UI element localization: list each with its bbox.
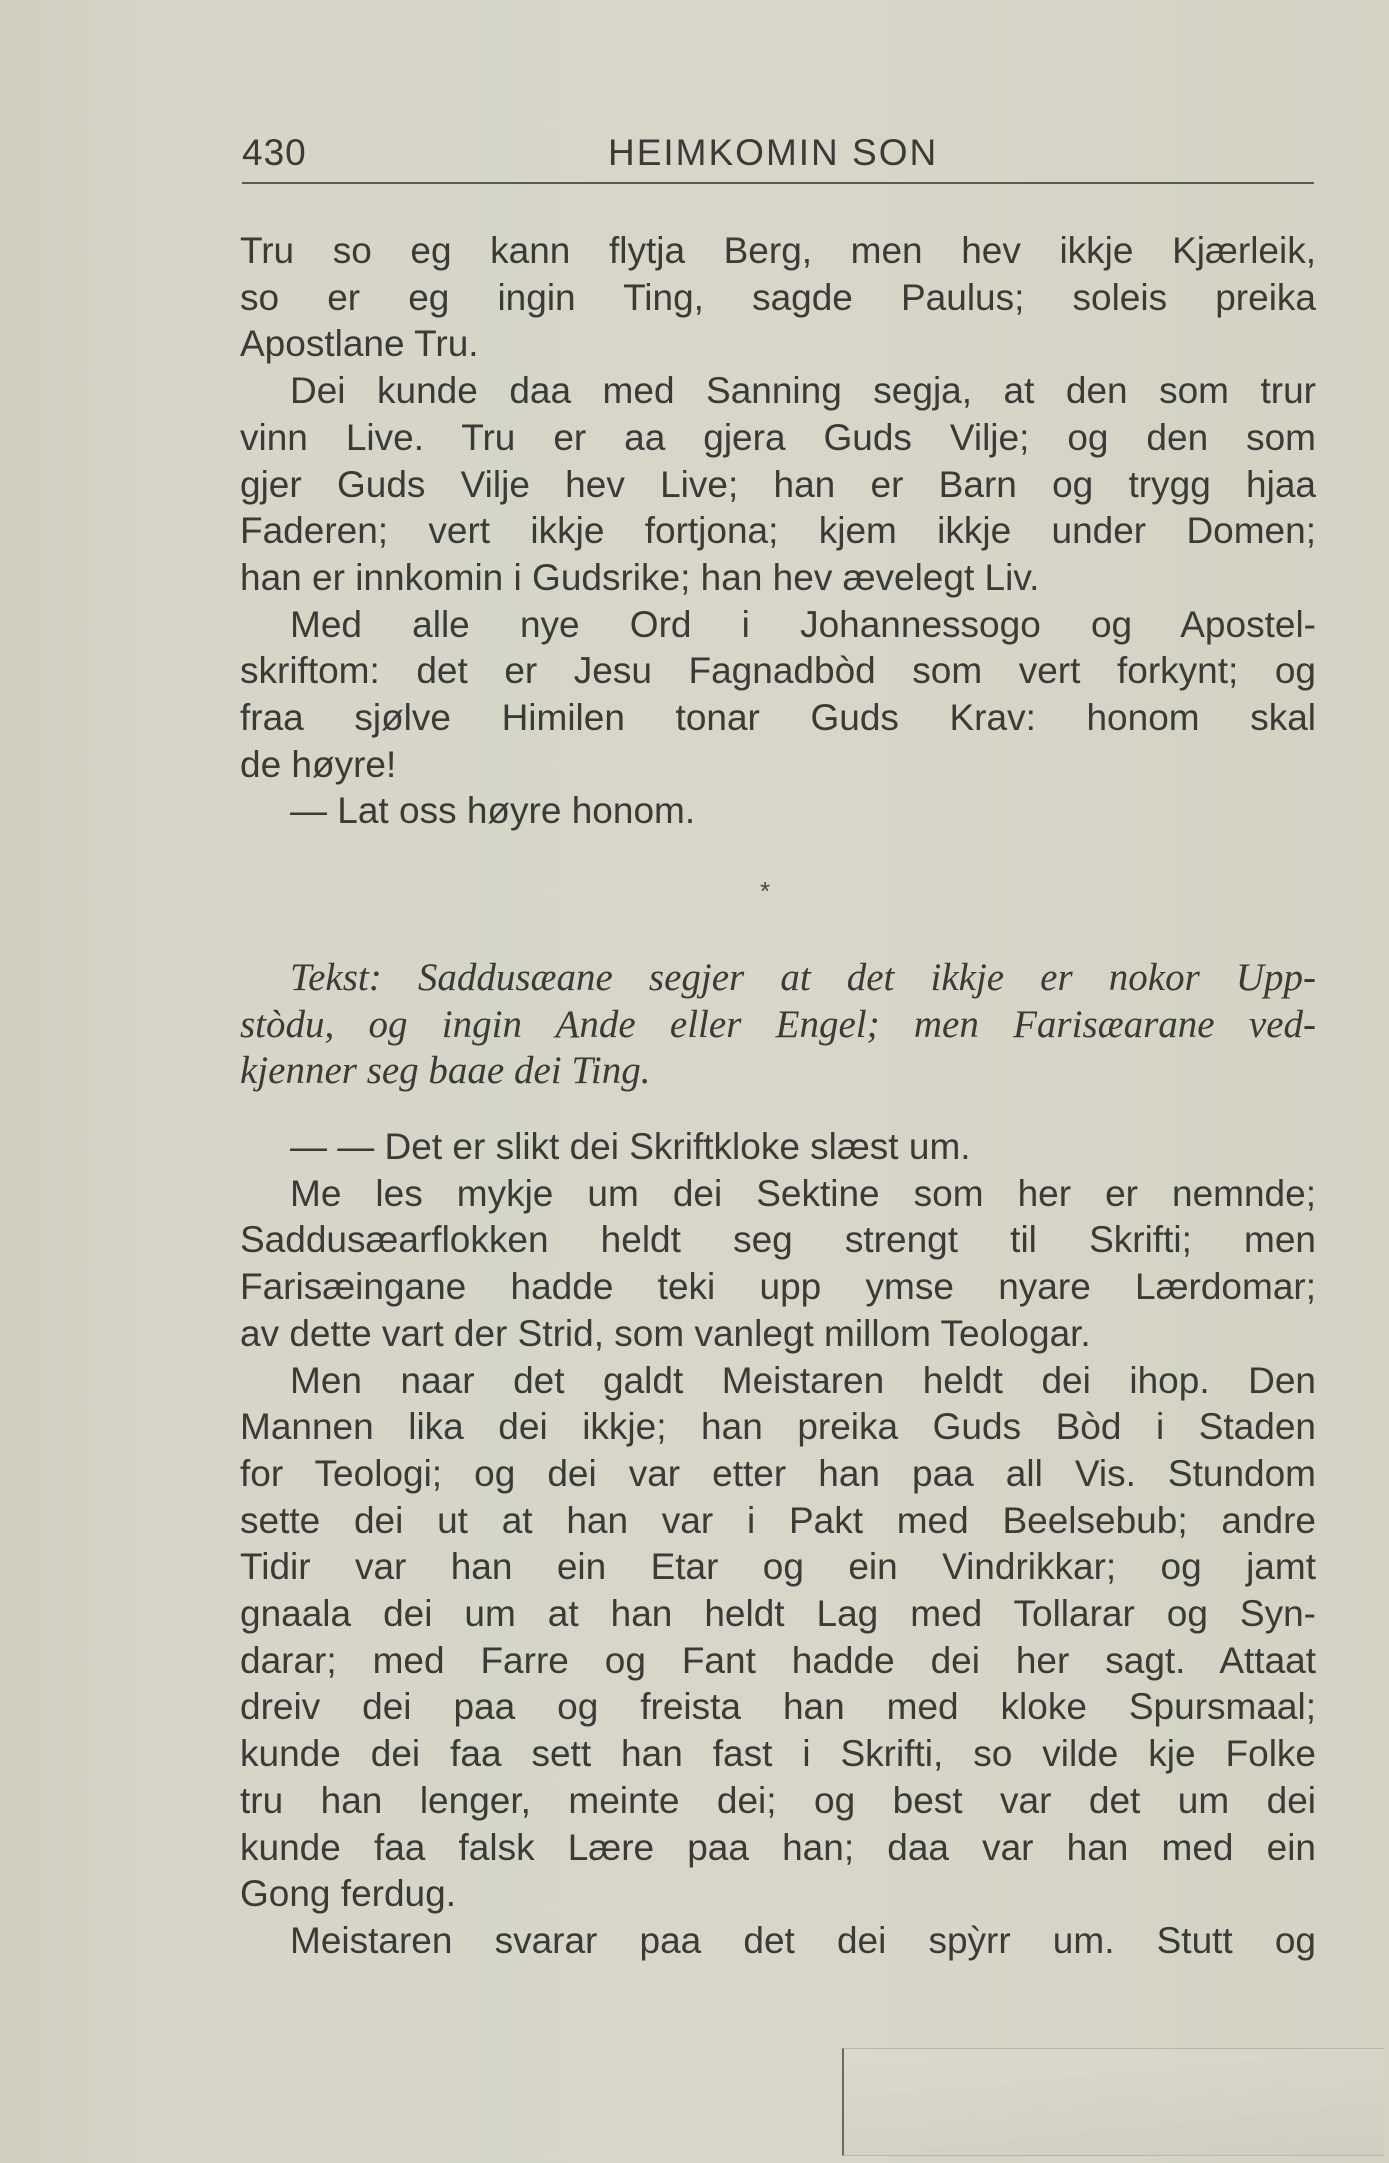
section-separator: * bbox=[760, 876, 771, 906]
scripture-text bbox=[240, 955, 1316, 1095]
text-line: kunde faa falsk Lære paa han; daa var han med ein bbox=[240, 1826, 1316, 1868]
text-line: for Teologi; og dei var etter han paa all Vis. Stundom bbox=[240, 1452, 1316, 1494]
text-line: tru han lenger, meinte dei; og best var det um dei bbox=[240, 1779, 1316, 1821]
text-line: skriftom: det er Jesu Fagnadbòd som vert forkynt; og bbox=[240, 650, 1316, 692]
paragraph-sanning bbox=[240, 368, 1316, 602]
running-head: HEIMKOMIN SON bbox=[608, 132, 939, 173]
text-line: — — Det er slikt dei Skriftkloke slæst um. bbox=[290, 1126, 971, 1167]
text-line: — Lat oss høyre honom. bbox=[290, 790, 696, 832]
text-line: gjer Guds Vilje hev Live; han er Barn og trygg hjaa bbox=[240, 463, 1316, 505]
sermon-text bbox=[240, 1124, 1316, 1965]
text-line: han er innkomin i Gudsrike; han hev ævelegt Liv. bbox=[240, 556, 1040, 598]
text-line: kunde dei faa sett han fast i Skrifti, so vilde kje Folke bbox=[240, 1733, 1316, 1775]
text-line: kjenner seg baae dei Ting. bbox=[240, 1049, 651, 1093]
text-line: sette dei ut at han var i Pakt med Beelsebub; andre bbox=[240, 1499, 1316, 1541]
text-line: Saddusæarflokken heldt seg strengt til Skrifti; men bbox=[240, 1219, 1316, 1261]
text-line: Mannen lika dei ikkje; han preika Guds Bòd i Staden bbox=[240, 1406, 1316, 1448]
page-number: 430 bbox=[242, 132, 307, 173]
paragraph-ord bbox=[240, 602, 1316, 789]
paragraph-hoyre bbox=[240, 788, 1316, 835]
text-line: Meistaren svarar paa det dei spỳrr um. Stutt og bbox=[290, 1919, 1316, 1961]
text-line: de høyre! bbox=[240, 743, 397, 785]
text-line: Tekst: Saddusæane segjer at det ikkje er nokor Upp- bbox=[290, 956, 1316, 999]
text-line: gnaala dei um at han heldt Lag med Tollarar og Syn- bbox=[240, 1593, 1316, 1635]
paragraph-skriftkloke bbox=[240, 1124, 1316, 1171]
paragraph-tru bbox=[240, 228, 1316, 368]
paragraph-sektine bbox=[240, 1171, 1316, 1358]
text-line: fraa sjølve Himilen tonar Guds Krav: honom skal bbox=[240, 697, 1316, 739]
text-line: Tru so eg kann flytja Berg, men hev ikkje Kjærleik, bbox=[240, 230, 1316, 271]
text-line: Dei kunde daa med Sanning segja, at den som trur bbox=[290, 370, 1316, 412]
text-line: Men naar det galdt Meistaren heldt dei ihop. Den bbox=[290, 1359, 1316, 1401]
text-line: Apostlane Tru. bbox=[240, 323, 479, 365]
page-crease-mark bbox=[842, 2048, 1384, 2156]
text-line: Faderen; vert ikkje fortjona; kjem ikkje under Domen; bbox=[240, 510, 1316, 552]
text-line: Med alle nye Ord i Johannessogo og Apostel- bbox=[290, 603, 1316, 645]
opening-text bbox=[240, 228, 1316, 835]
text-line: darar; med Farre og Fant hadde dei her sagt. Attaat bbox=[240, 1639, 1316, 1681]
paragraph-meistaren bbox=[240, 1358, 1316, 1918]
page-header bbox=[242, 128, 1314, 184]
text-line: so er eg ingin Ting, sagde Paulus; soleis preika bbox=[240, 276, 1316, 318]
text-line: Tidir var han ein Etar og ein Vindrikkar; og jamt bbox=[240, 1546, 1316, 1588]
text-line: dreiv dei paa og freista han med kloke Spursmaal; bbox=[240, 1686, 1316, 1728]
text-line: Farisæingane hadde teki upp ymse nyare Lærdomar; bbox=[240, 1266, 1316, 1308]
text-line: av dette vart der Strid, som vanlegt millom Teologar. bbox=[240, 1312, 1091, 1354]
text-line: vinn Live. Tru er aa gjera Guds Vilje; og den som bbox=[240, 416, 1316, 458]
text-line: Me les mykje um dei Sektine som her er nemnde; bbox=[290, 1172, 1316, 1214]
text-line: stòdu, og ingin Ande eller Engel; men Farisæarane ved- bbox=[240, 1002, 1316, 1046]
paragraph-svarar bbox=[240, 1918, 1316, 1965]
text-line: Gong ferdug. bbox=[240, 1873, 456, 1915]
